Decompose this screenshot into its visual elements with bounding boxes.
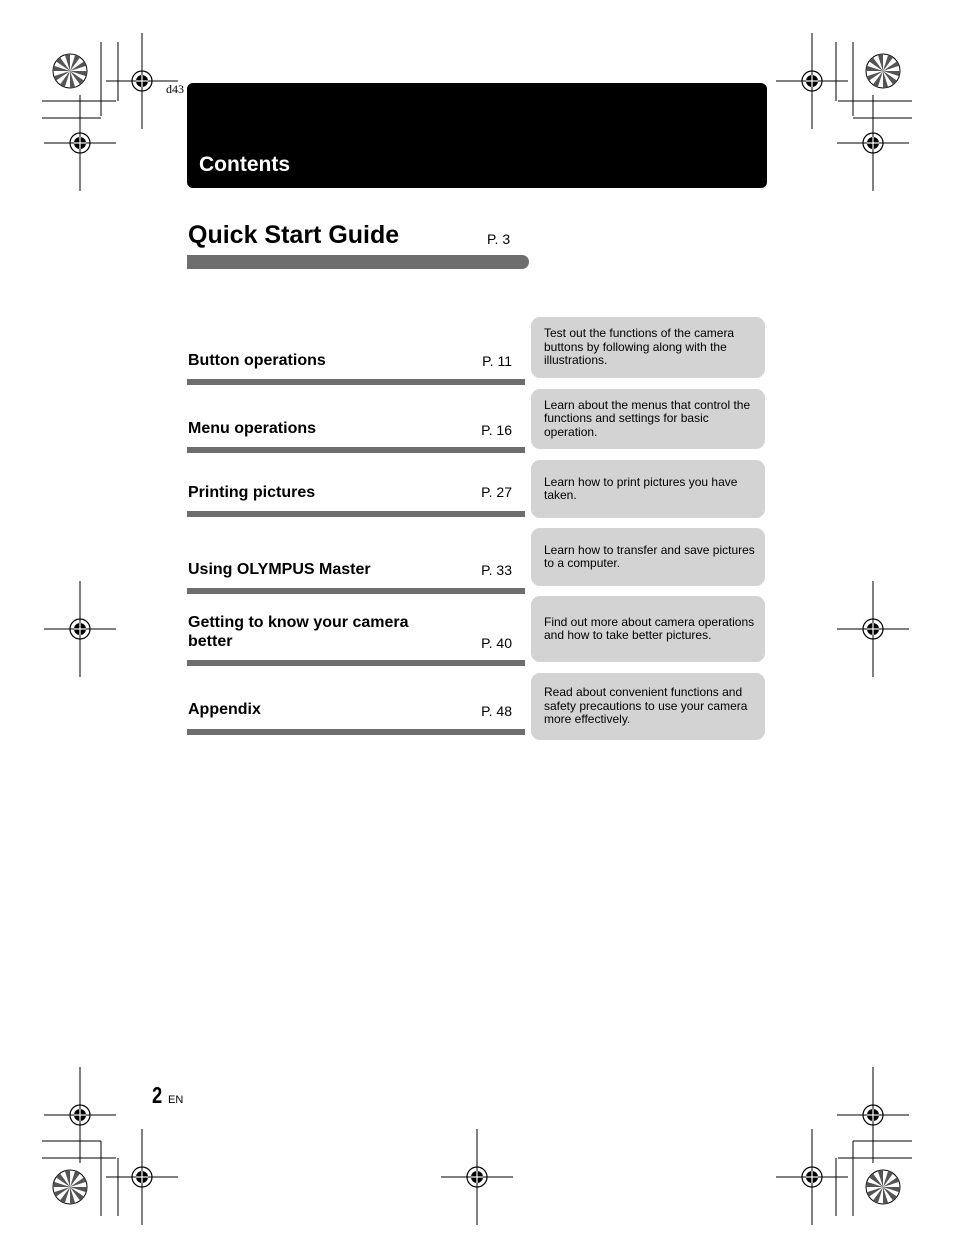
section-description: Test out the functions of the camera buttons by following along with the illustrations.	[531, 317, 765, 378]
section-divider	[187, 511, 525, 517]
section-page-ref[interactable]: P. 11	[482, 353, 512, 369]
page-number: 2	[152, 1082, 163, 1108]
contents-header-banner	[187, 83, 767, 188]
section-title-using-olympus-master[interactable]: Using OLYMPUS Master	[188, 561, 371, 578]
section-title-printing-pictures[interactable]: Printing pictures	[188, 484, 316, 501]
section-page-ref[interactable]: P. 48	[481, 703, 512, 719]
section-divider	[187, 729, 525, 735]
section-divider	[187, 379, 525, 385]
section-page-ref[interactable]: P. 40	[481, 635, 512, 651]
quick-start-title[interactable]: Quick Start Guide	[188, 221, 400, 249]
section-title-appendix[interactable]: Appendix	[188, 701, 261, 718]
section-page-ref[interactable]: P. 27	[481, 484, 512, 500]
section-description: Read about convenient functions and safety precautions to use your camera more effectively.	[531, 673, 765, 740]
section-divider	[187, 588, 525, 594]
section-title-getting-to-know-camera[interactable]: Getting to know your camera better	[188, 614, 409, 650]
section-page-ref[interactable]: P. 33	[481, 562, 512, 578]
section-description: Find out more about camera operations and how to take better pictures.	[531, 596, 765, 662]
section-description: Learn about the menus that control the functions and settings for basic operation.	[531, 389, 765, 449]
section-description: Learn how to transfer and save pictures to a computer.	[531, 528, 765, 586]
quick-start-page-ref[interactable]: P. 3	[487, 231, 511, 247]
quick-start-divider	[187, 255, 529, 269]
section-description: Learn how to print pictures you have taken.	[531, 460, 765, 518]
section-divider	[187, 660, 525, 666]
section-title-button-operations[interactable]: Button operations	[188, 352, 326, 369]
document-code: d43	[166, 82, 184, 96]
section-divider	[187, 447, 525, 453]
page-language: EN	[168, 1094, 184, 1106]
section-page-ref[interactable]: P. 16	[481, 422, 512, 438]
page-title: Contents	[199, 153, 290, 176]
section-title-menu-operations[interactable]: Menu operations	[188, 420, 317, 437]
